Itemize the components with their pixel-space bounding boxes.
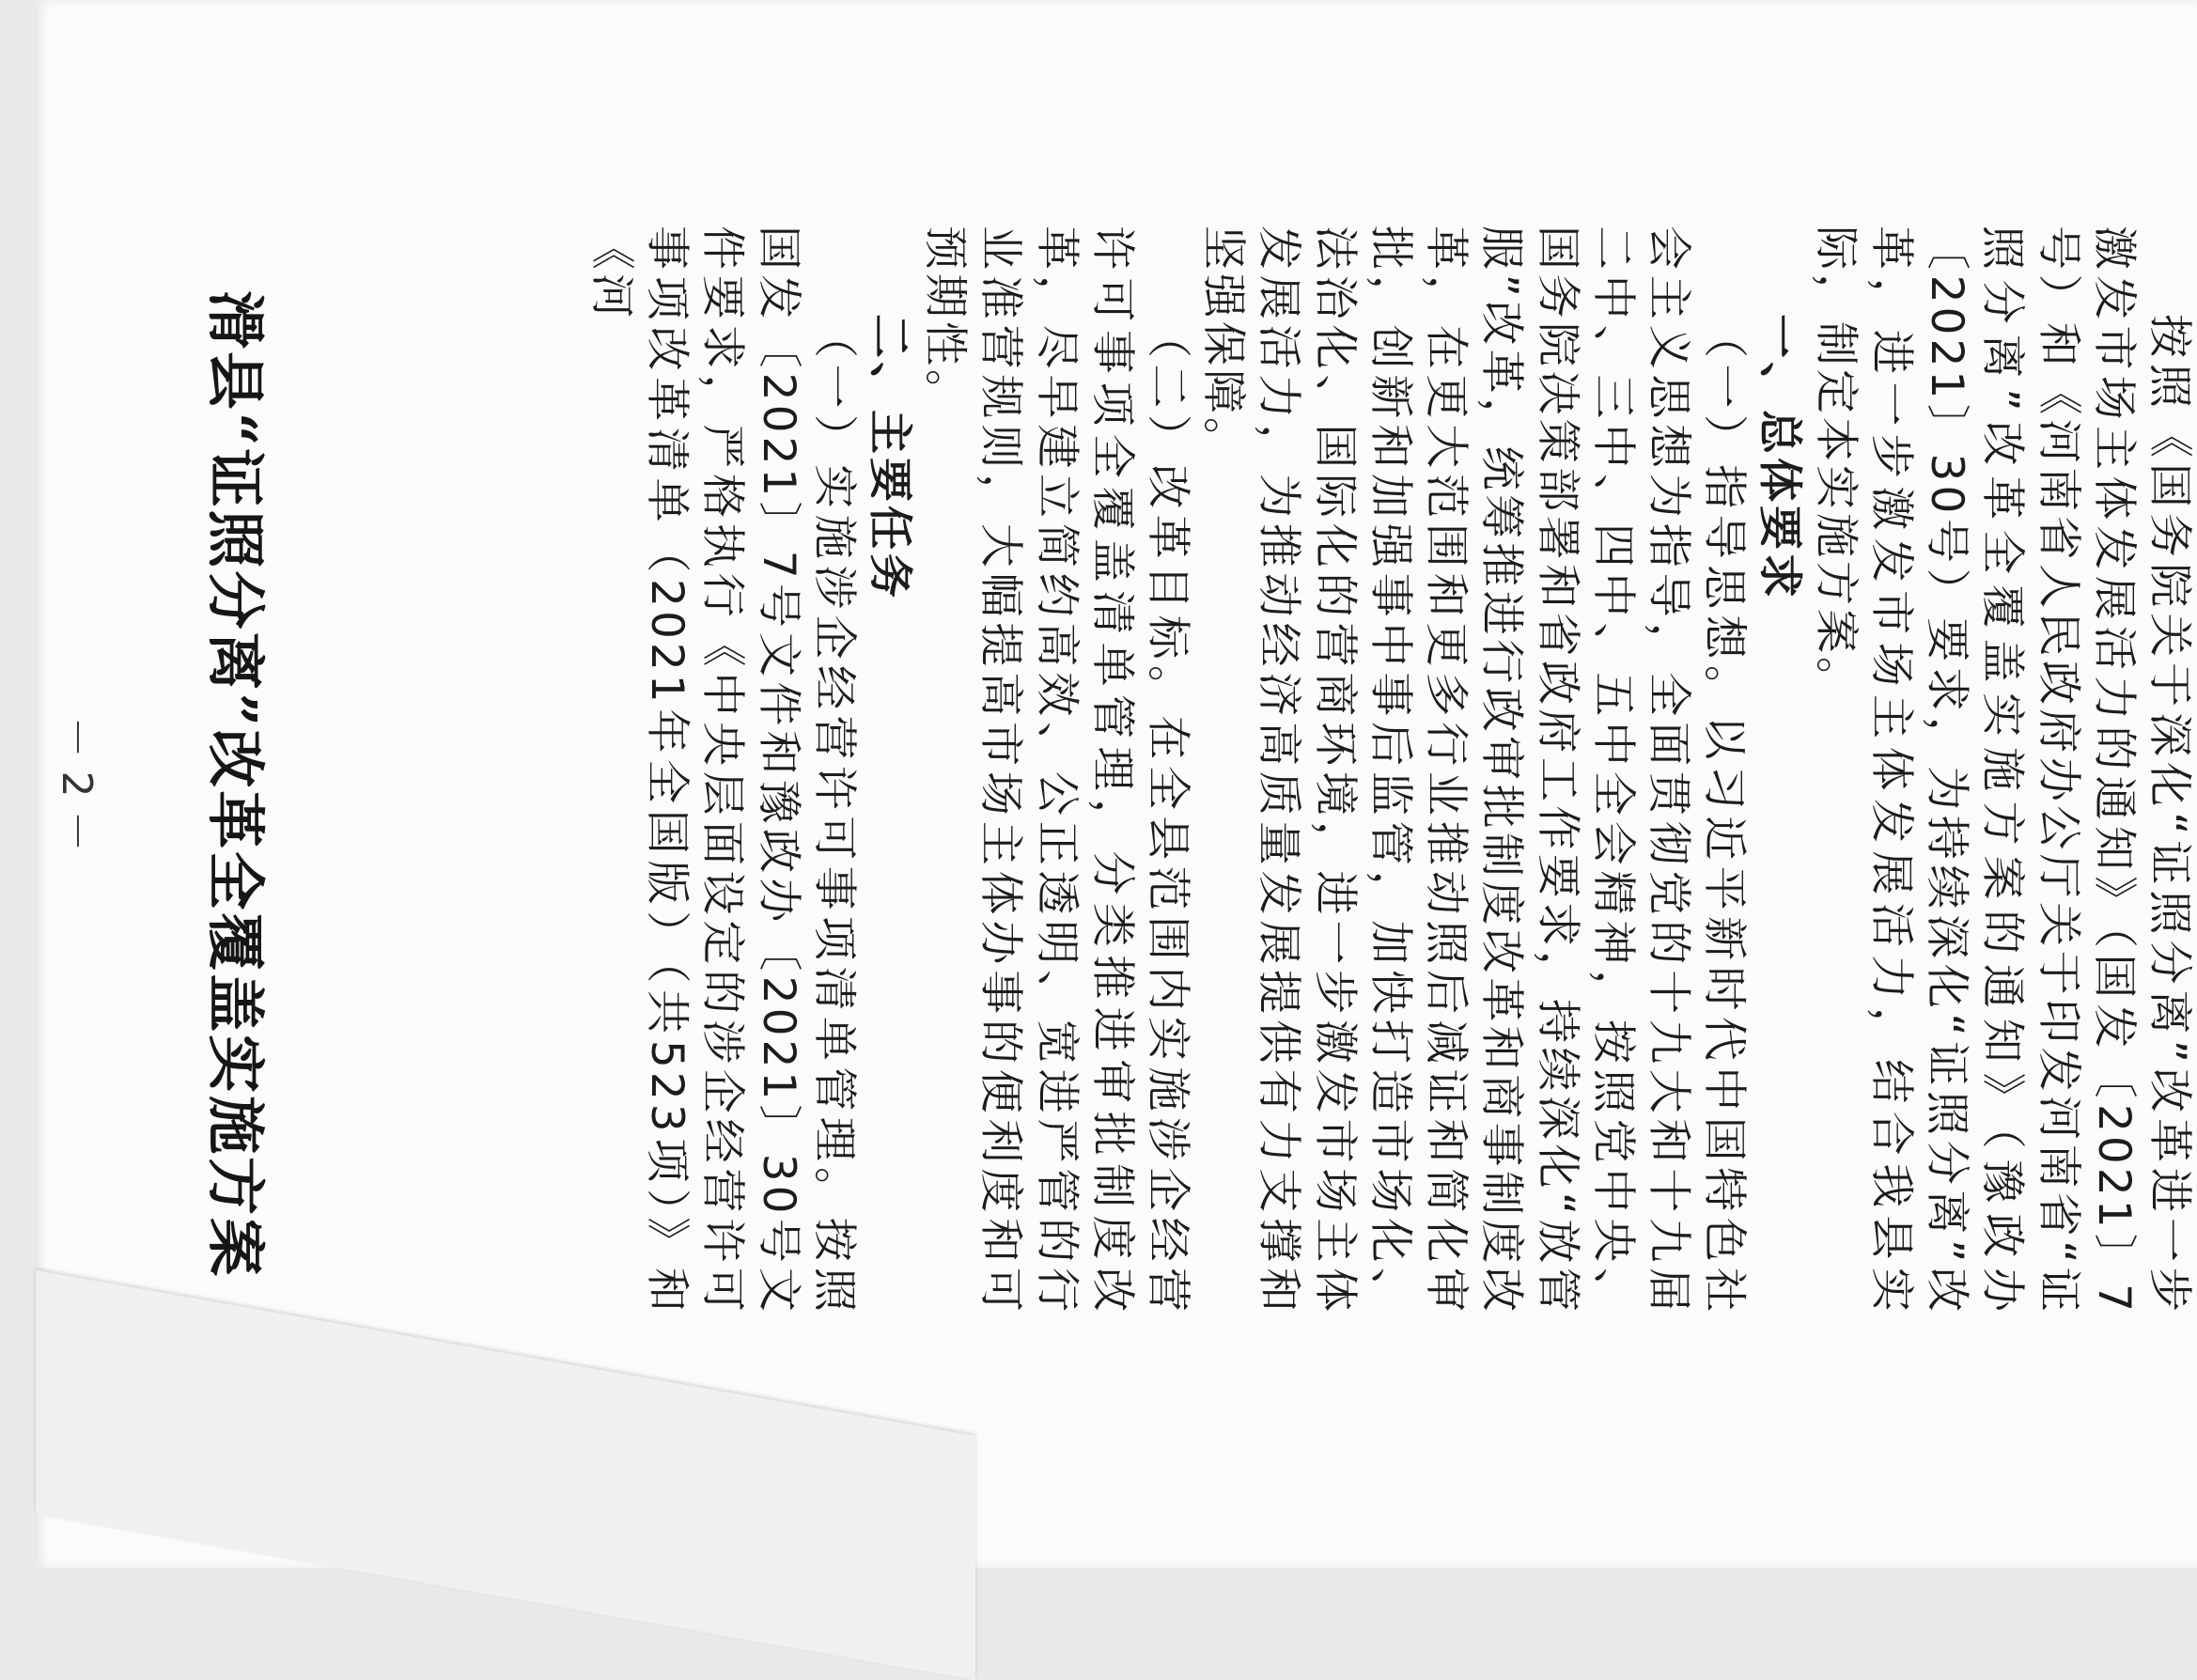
section2-paragraph-1: （一）实施涉企经营许可事项清单管理。按照国发〔2021〕7号文件和豫政办〔2021〕30号文件要求，严格执行《中央层面设定的涉企经营许可事项改革清单（2021年全国版）（共523项）》和《河 (584, 226, 860, 1315)
section2-heading: 二、主要任务 (863, 314, 915, 601)
section1-paragraph-2: （二）改革目标。在全县范围内实施涉企经营许可事项全覆盖清单管理，分类推进审批制度改革，尽早建立简约高效、公正透明、宽进严管的行业准营规则，大幅提高市场主体办事的便利度和可预期性。 (919, 226, 1194, 1315)
page-number: － 2 － (53, 716, 101, 852)
section1-paragraph-1: （一）指导思想。以习近平新时代中国特色社会主义思想为指导，全面贯彻党的十九大和十九届二中、三中、四中、五中全会精神，按照党中央、国务院决策部署和省政府工作要求，持续深化“放管服”改革，统筹推进行政审批制度改革和商事制度改革，在更大范围和更多行业推动照后减证和简化审批，创新和加强事中事后监管，加快打造市场化、法治化、国际化的营商环境，进一步激发市场主体发展活力，为推动经济高质量发展提供有力支撑和坚强保障。 (1197, 226, 1751, 1315)
section1-heading: 一、总体要求 (1753, 314, 1806, 601)
intro-paragraph: 按照《国务院关于深化“证照分离”改革进一步激发市场主体发展活力的通知》（国发〔2021〕7号）和《河南省人民政府办公厅关于印发河南省“证照分离”改革全覆盖实施方案的通知》（豫政办〔2021〕30号）要求，为持续深化“证照分离”改革，进一步激发市场主体发展活力，结合我县实际，制定本实施方案。 (1809, 226, 2195, 1315)
body-sections (498, 226, 2197, 1315)
document-title: 滑县“证照分离”改革全覆盖实施方案 (201, 289, 270, 1280)
